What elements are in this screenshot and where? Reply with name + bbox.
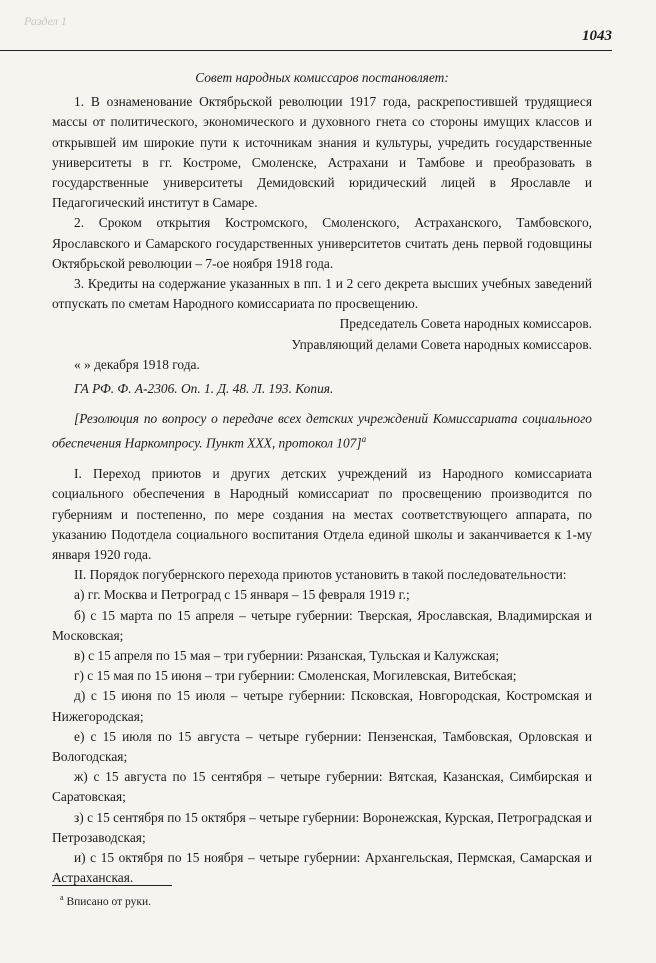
schedule-item-a: а) гг. Москва и Петроград с 15 января – 15 февраля 1919 г.; <box>74 587 410 603</box>
running-head: Раздел 1 <box>24 14 67 28</box>
schedule-item-v: в) с 15 апреля по 15 мая – три губернии: Рязанская, Тульская и Калужская; <box>74 647 500 663</box>
header-rule <box>0 50 612 51</box>
schedule-item-e: е) с 15 июля по 15 августа – четыре губернии: Пензенская, Тамбовская, Орловская и Вологодская; <box>52 728 592 764</box>
resolution-title <box>52 409 592 454</box>
schedule-item-z: з) с 15 сентября по 15 октября – четыре губернии: Воронежская, Курская, Петроградская и Петрозаводская; <box>52 809 592 845</box>
date-line: « » декабря 1918 года. <box>74 356 200 372</box>
schedule-item-b: б) с 15 марта по 15 апреля – четыре губернии: Тверская, Ярославская, Владимирская и Московская; <box>52 607 592 643</box>
schedule-item-d: д) с 15 июня по 15 июля – четыре губернии: Псковская, Новгородская, Костромская и Нижегородская; <box>52 688 592 724</box>
footnote-marker: a <box>60 893 64 902</box>
resolution-title-text: [Резолюция по вопросу о передаче всех детских учреждений Комиссариата социального обеспечения Наркомпросу. Пункт XXX, протокол 107] <box>52 411 592 451</box>
resolution-paragraph-1: I. Переход приютов и других детских учреждений из Народного комиссариата социального обеспечения в Народный комиссариат по просвещению производится по губерниям и постепенно, по мере создания на местах соответствующего аппарата, по указанию Подотдела социального воспитания Отдела единой школы и заканчивается к 1-му января 1920 года. <box>52 466 592 562</box>
resolution-paragraph-2: II. Порядок погубернского перехода приютов установить в такой последовательности: <box>74 567 567 583</box>
decree-intro: Совет народных комиссаров постановляет: <box>195 70 449 85</box>
signature-manager: Управляющий делами Совета народных комиссаров. <box>291 336 592 352</box>
decree-item-2: 2. Сроком открытия Костромского, Смоленского, Астраханского, Тамбовского, Ярославского и Самарского государственных университетов считать день первой годовщины Октябрьской революции – 7-ое ноября 1918 года. <box>52 215 592 271</box>
schedule-item-zh: ж) с 15 августа по 15 сентября – четыре губернии: Вятская, Казанская, Симбирская и Саратовская; <box>52 769 592 805</box>
footnote-rule <box>52 885 172 886</box>
document-body <box>52 68 592 888</box>
schedule-item-g: г) с 15 мая по 15 июня – три губернии: Смоленская, Могилевская, Витебская; <box>74 668 517 684</box>
signature-chairman: Председатель Совета народных комиссаров. <box>339 316 592 332</box>
decree-item-1: 1. В ознаменование Октябрьской революции 1917 года, раскрепостившей трудящиеся массы от политического, экономического и духовного гнета со стороны имущих классов и открывшей им широкие пути к источникам знания и культуры, учредить государственные университеты в гг. Костроме, Смоленске, Астрахани и Тамбове и преобразовать в государственные университеты Демидовский юридический лицей в Ярославле и Педагогический институт в Самаре. <box>52 94 592 211</box>
archive-reference: ГА РФ. Ф. А-2306. Оп. 1. Д. 48. Л. 193. Копия. <box>74 381 334 397</box>
footnote <box>60 893 151 908</box>
resolution-footnote-marker: a <box>361 434 367 445</box>
footnote-text: Вписано от руки. <box>66 895 152 908</box>
page-number: 1043 <box>582 28 612 44</box>
decree-item-3: 3. Кредиты на содержание указанных в пп. 1 и 2 сего декрета высших учебных заведений отпускать по сметам Народного комиссариата по просвещению. <box>52 276 592 312</box>
schedule-item-i: и) с 15 октября по 15 ноября – четыре губернии: Архангельская, Пермская, Самарская и Астраханская. <box>52 849 592 886</box>
